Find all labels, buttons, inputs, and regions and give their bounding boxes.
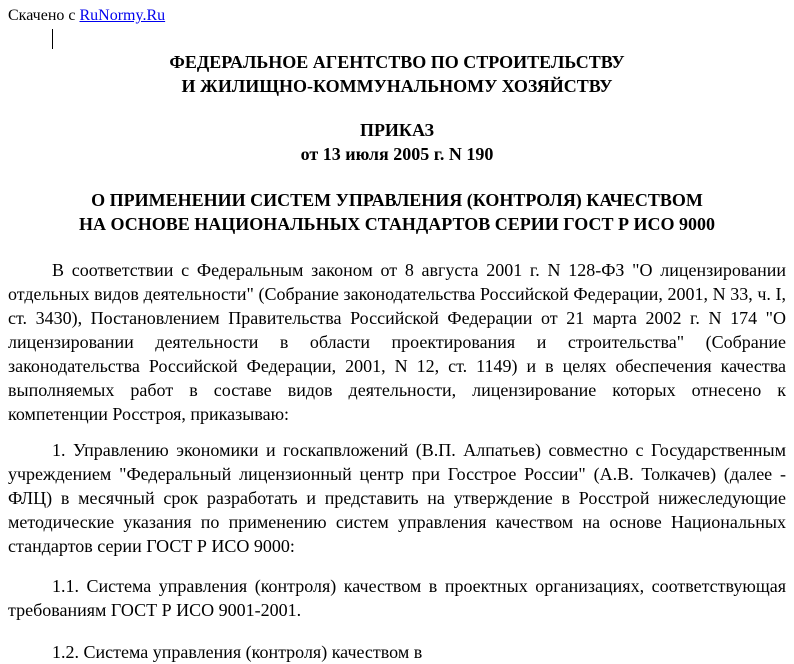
- agency-line-2: И ЖИЛИЩНО-КОММУНАЛЬНОМУ ХОЗЯЙСТВУ: [181, 76, 613, 96]
- title-line-1: О ПРИМЕНЕНИИ СИСТЕМ УПРАВЛЕНИЯ (КОНТРОЛЯ) КАЧЕСТВОМ: [91, 190, 703, 210]
- item-1-1-paragraph: 1.1. Система управления (контроля) качеством в проектных организациях, соответствующая требованиям ГОСТ Р ИСО 9001-2001.: [8, 576, 786, 620]
- source-link[interactable]: RuNormy.Ru: [79, 7, 166, 24]
- document-date: от 13 июля 2005 г. N 190: [300, 144, 494, 164]
- source-prefix: Скачено с: [8, 7, 80, 24]
- item-1-2-paragraph: 1.2. Система управления (контроля) качеством в: [52, 642, 423, 662]
- document-type: ПРИКАЗ: [359, 120, 435, 140]
- agency-line-1: ФЕДЕРАЛЬНОЕ АГЕНТСТВО ПО СТРОИТЕЛЬСТВУ: [169, 52, 625, 72]
- source-line: [8, 6, 165, 26]
- text-cursor: [52, 29, 53, 49]
- document-title: [0, 188, 794, 236]
- title-line-2: НА ОСНОВЕ НАЦИОНАЛЬНЫХ СТАНДАРТОВ СЕРИИ ГОСТ Р ИСО 9000: [79, 214, 715, 234]
- preamble-paragraph: В соответствии с Федеральным законом от 8 августа 2001 г. N 128-ФЗ "О лицензировании отдельных видов деятельности" (Собрание законодательства Российской Федерации, 2001, N 33, ч. I, ст. 3430), Постановлением Правительства Российской Федерации от 21 марта 2002 г. N 174 "О лицензировании деятельности в области проектирования и строительства" (Собрание законодательства Российской Федерации, 2001, N 12, ст. 1149) и в целях обеспечения качества выполняемых работ в составе видов деятельности, лицензирование которых отнесено к компетенции Росстроя, приказываю:: [8, 260, 786, 424]
- agency-heading: [0, 50, 794, 98]
- item-1-paragraph: 1. Управлению экономики и госкапвложений (В.П. Алпатьев) совместно с Государственным учреждением "Федеральный лицензионный центр при Госстрое России" (А.В. Толкачев) (далее - ФЛЦ) в месячный срок разработать и представить на утверждение в Росстрой нижеследующие методические указания по применению систем управления качеством на основе Национальных стандартов серии ГОСТ Р ИСО 9000:: [8, 440, 786, 556]
- order-heading: [0, 118, 794, 166]
